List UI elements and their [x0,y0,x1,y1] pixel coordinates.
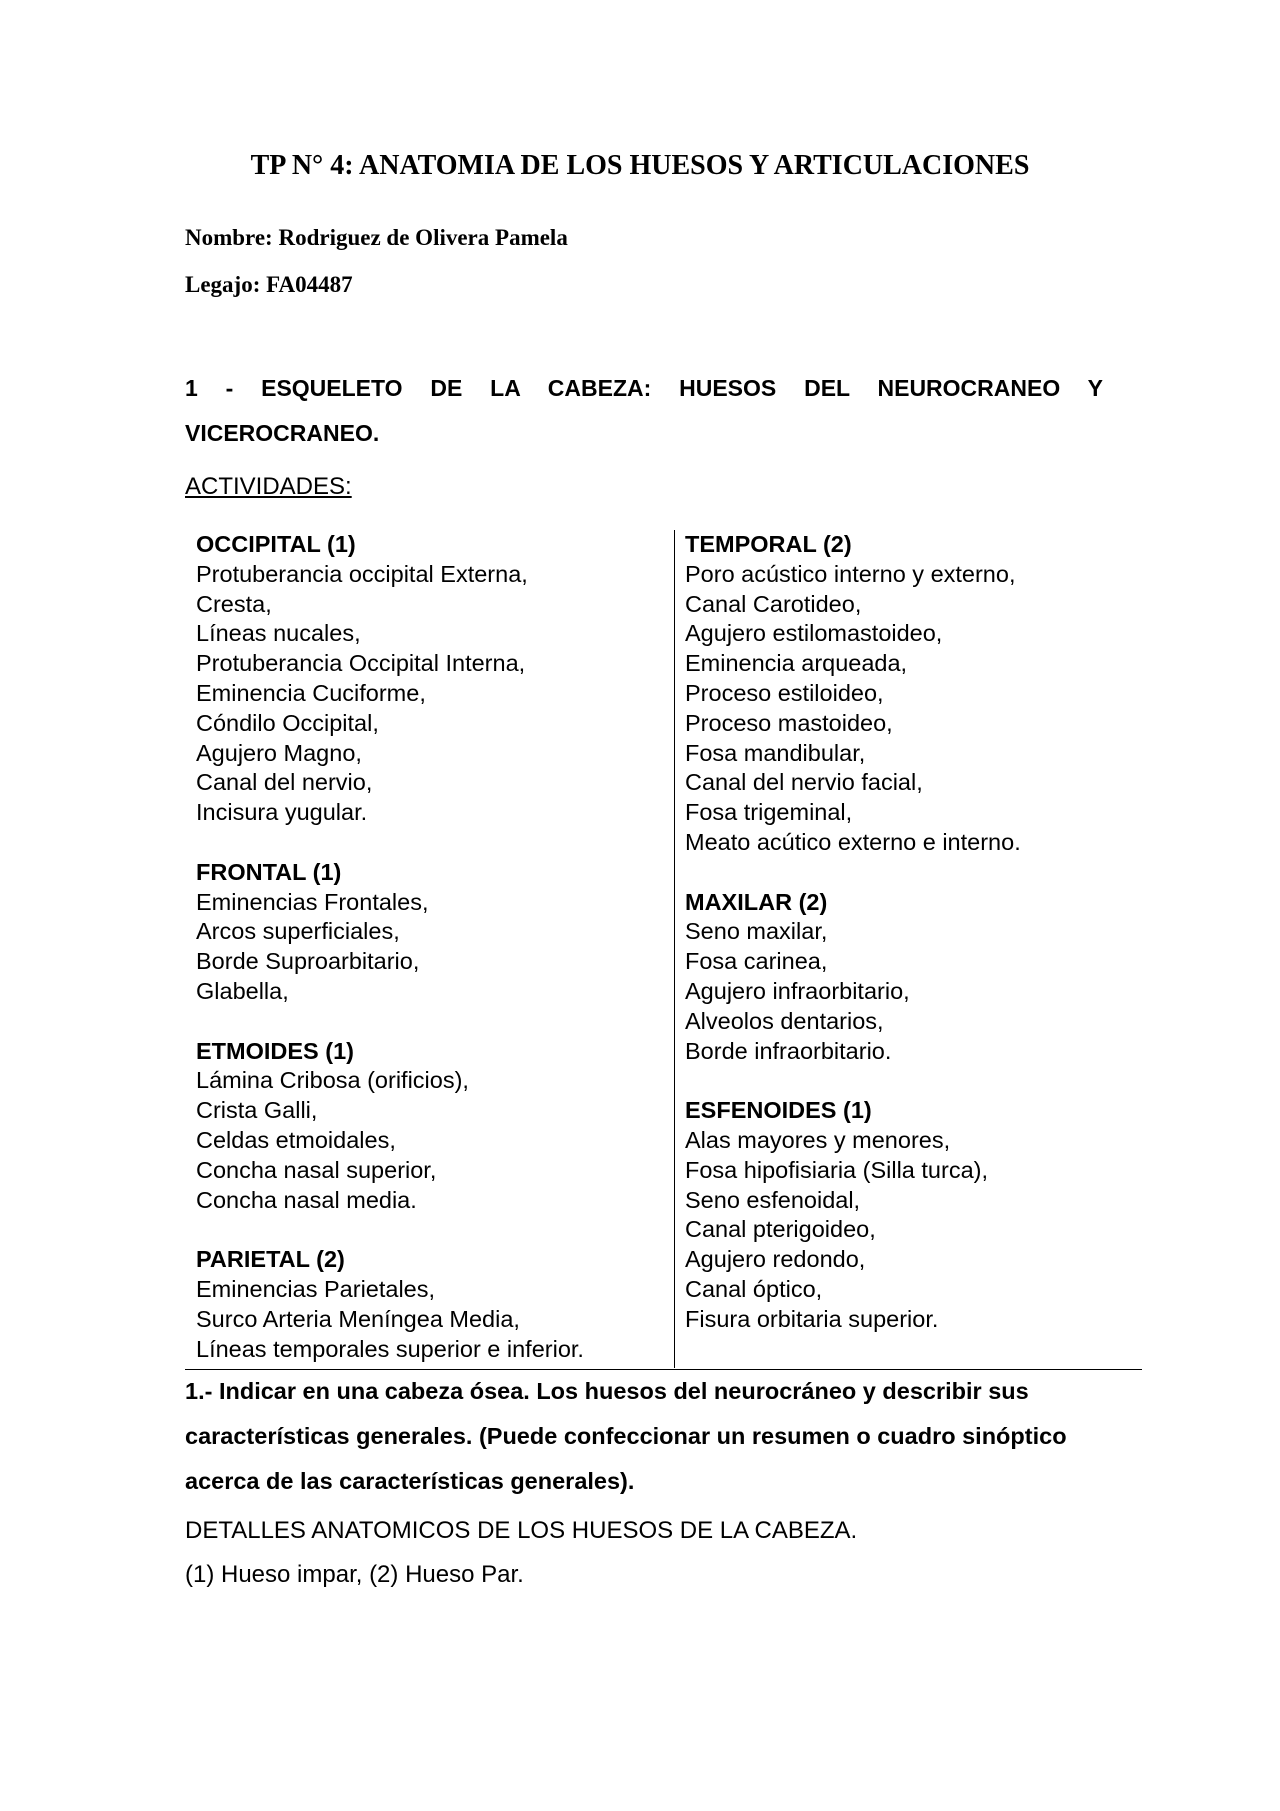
bone-detail-item: Cóndilo Occipital, [196,709,379,736]
details-heading: DETALLES ANATOMICOS DE LOS HUESOS DE LA CABEZA. [185,1517,858,1544]
bone-group [196,1037,656,1216]
bone-name: TEMPORAL (2) [685,531,852,557]
bone-detail-item: Poro acústico interno y externo, [685,560,1016,587]
bone-detail-item: Agujero Magno, [196,739,362,766]
section-heading: 1 - ESQUELETO DE LA CABEZA: HUESOS DEL NEUROCRANEO Y VICEROCRANEO. [185,375,1103,446]
bone-detail-item: Seno maxilar, [685,918,828,945]
bone-name: PARIETAL (2) [196,1246,345,1273]
bone-detail-item: Fosa trigeminal, [685,799,853,826]
bone-detail-item: Celdas etmoidales, [196,1126,396,1153]
bone-detail-item: Protuberancia occipital Externa, [196,560,528,587]
bone-detail-item: Fisura orbitaria superior. [685,1305,939,1332]
bone-detail-item: Alveolos dentarios, [685,1007,884,1034]
bone-detail-item: Eminencia Cuciforme, [196,679,426,706]
bone-detail-item: Concha nasal superior, [196,1156,437,1183]
bone-detail-item: Proceso mastoideo, [685,709,893,736]
bone-detail-item: Borde infraorbitario. [685,1037,892,1064]
bone-group [685,1096,1145,1334]
bone-group [196,530,656,828]
bone-detail-item: Incisura yugular. [196,799,368,826]
bone-name: ESFENOIDES (1) [685,1097,872,1124]
bone-group [685,888,1145,1067]
bone-detail-item: Eminencias Frontales, [196,888,429,915]
bone-detail-item: Canal del nervio, [196,769,373,796]
bone-name: ETMOIDES (1) [196,1037,354,1064]
bone-detail-item: Fosa mandibular, [685,739,866,766]
bone-detail-item: Concha nasal media. [196,1186,417,1213]
bone-detail-item: Agujero redondo, [685,1246,866,1273]
bone-group [685,530,1145,858]
bone-detail-item: Líneas temporales superior e inferior. [196,1335,584,1362]
bone-detail-item: Líneas nucales, [196,620,361,647]
bone-detail-item: Arcos superficiales, [196,918,400,945]
bone-legend: (1) Hueso impar, (2) Hueso Par. [185,1561,524,1588]
bones-left-column [196,530,656,1394]
bone-detail-item: Meato acútico externo e interno. [685,828,1021,855]
bone-detail-item: Fosa hipofisiaria (Silla turca), [685,1156,988,1183]
bone-detail-item: Canal óptico, [685,1275,823,1302]
bone-detail-item: Crista Galli, [196,1097,318,1124]
question-text: 1.- Indicar en una cabeza ósea. Los huesos del neurocráneo y describir sus características generales. (Puede confeccionar un resumen o cuadro sinóptico acerca de las características generales). [185,1378,1067,1494]
bone-detail-item: Surco Arteria Meníngea Media, [196,1305,520,1332]
bone-detail-item: Fosa carinea, [685,948,828,975]
bone-group [196,858,656,1007]
bone-detail-item: Lámina Cribosa (orificios), [196,1067,469,1094]
bone-detail-item: Alas mayores y menores, [685,1126,951,1153]
document-title: TP N° 4: ANATOMIA DE LOS HUESOS Y ARTICULACIONES [250,150,1030,181]
bone-name: OCCIPITAL (1) [196,531,356,557]
bone-detail-item: Proceso estiloideo, [685,679,884,706]
bone-detail-item: Canal pterigoideo, [685,1216,876,1243]
bone-detail-item: Agujero infraorbitario, [685,977,910,1004]
bones-right-column [674,530,1145,1368]
bone-detail-item: Eminencias Parietales, [196,1275,436,1302]
bone-detail-item: Eminencia arqueada, [685,650,908,677]
bone-detail-item: Glabella, [196,977,289,1004]
bone-name: MAXILAR (2) [685,888,828,915]
bone-detail-item: Canal Carotideo, [685,590,862,617]
bone-detail-item: Cresta, [196,590,272,617]
bones-table [185,530,1142,1370]
bone-group [196,1245,656,1364]
student-name: Nombre: Rodriguez de Olivera Pamela [185,225,568,250]
student-legajo: Legajo: FA04487 [185,272,353,297]
bone-name: FRONTAL (1) [196,858,342,885]
bone-detail-item: Protuberancia Occipital Interna, [196,650,526,677]
activities-label: ACTIVIDADES: [185,473,352,500]
bone-detail-item: Agujero estilomastoideo, [685,620,943,647]
bone-detail-item: Seno esfenoidal, [685,1186,861,1213]
bone-detail-item: Borde Suproarbitario, [196,948,420,975]
bone-detail-item: Canal del nervio facial, [685,769,923,796]
